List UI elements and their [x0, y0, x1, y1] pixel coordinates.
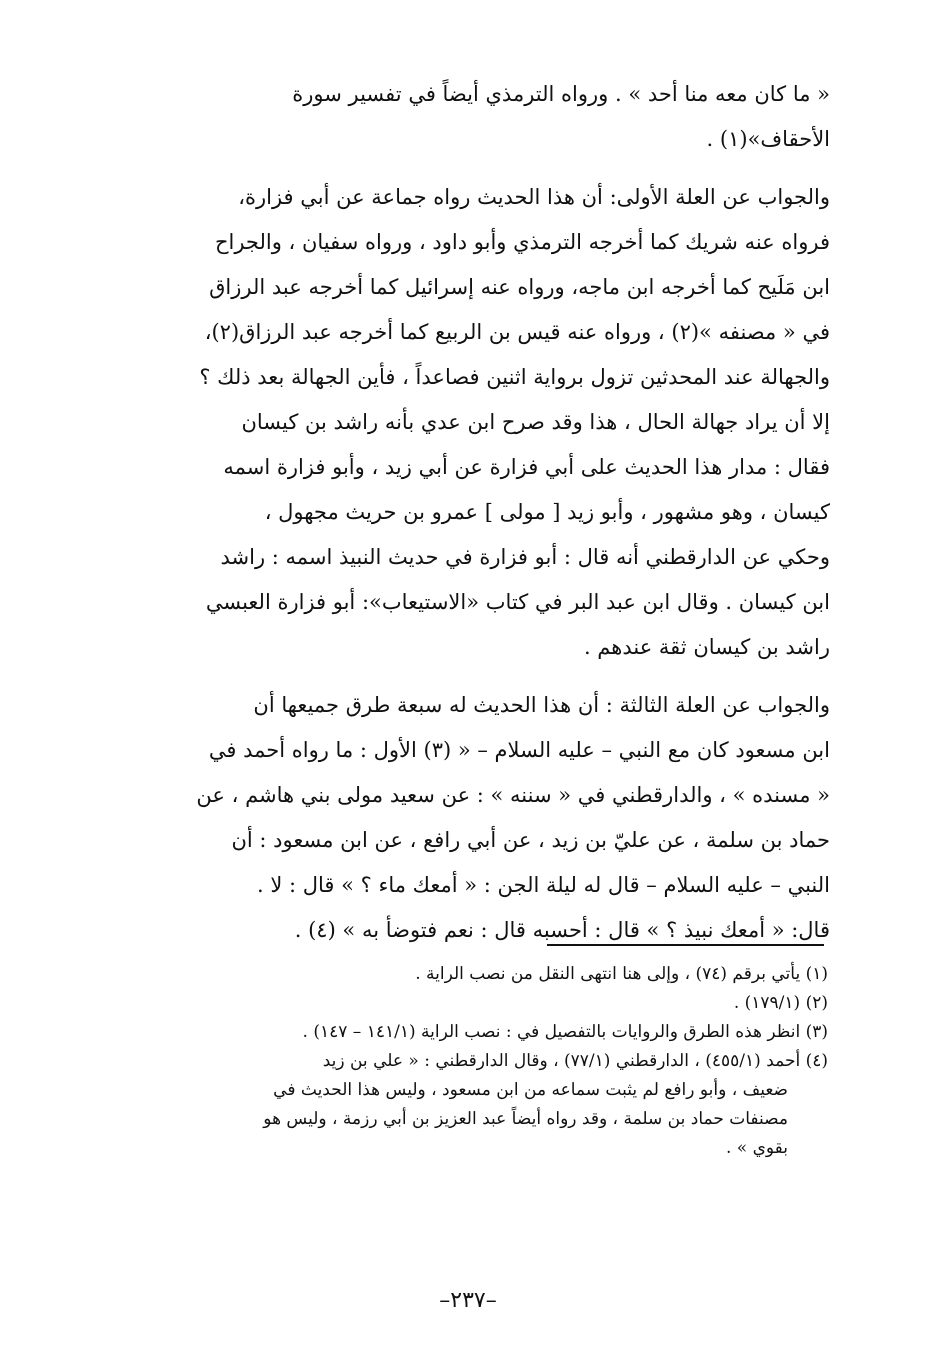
footnote-1 — [150, 960, 828, 989]
footnote-line: بقوي » . — [725, 1138, 788, 1158]
paragraph-1 — [120, 72, 830, 162]
footnote-2 — [150, 989, 828, 1018]
text-line: والجواب عن العلة الثالثة : أن هذا الحديث له سبعة طرق جميعها أن — [253, 693, 830, 717]
text-line: والجهالة عند المحدثين تزول برواية اثنين فصاعداً ، فأين الجهالة بعد ذلك ؟ — [199, 365, 830, 389]
text-line: ابن مَلَيح كما أخرجه ابن ماجه، ورواه عنه إسرائيل كما أخرجه عبد الرزاق — [209, 275, 830, 299]
text-line: فقال : مدار هذا الحديث على أبي فزارة عن أبي زيد ، وأبو فزارة اسمه — [223, 455, 830, 479]
footnote-line: مصنفات حماد بن سلمة ، وقد رواه أيضاً عبد العزيز بن أبي رزمة ، وليس هو — [263, 1109, 788, 1129]
text-line: « مسنده » ، والدارقطني في « سننه » : عن سعيد مولى بني هاشم ، عن — [196, 783, 830, 807]
text-line: ابن مسعود كان مع النبي – عليه السلام – « (٣) الأول : ما رواه أحمد في — [208, 738, 830, 762]
text-line: والجواب عن العلة الأولى: أن هذا الحديث رواه جماعة عن أبي فزارة، — [238, 185, 830, 209]
footnote-line: (٣) انظر هذه الطرق والروايات بالتفصيل في : نصب الراية (١٤١/١ – ١٤٧) . — [302, 1022, 828, 1042]
text-line: إلا أن يراد جهالة الحال ، هذا وقد صرح ابن عدي بأنه راشد بن كيسان — [241, 410, 830, 434]
text-line: في « مصنفه »(٢) ، ورواه عنه قيس بن الربيع كما أخرجه عبد الرزاق(٢)، — [204, 320, 830, 344]
footnote-4 — [150, 1047, 828, 1163]
text-line: ابن كيسان . وقال ابن عبد البر في كتاب «الاستيعاب»: أبو فزارة العبسي — [205, 590, 830, 614]
text-line: الأحقاف»(١) . — [706, 127, 830, 151]
footnote-line: (٤) أحمد (٤٥٥/١) ، الدارقطني (٧٧/١) ، وقال الدارقطني : « علي بن زيد — [322, 1051, 828, 1071]
text-line: كيسان ، وهو مشهور ، وأبو زيد [ مولى ] عمرو بن حريث مجهول ، — [264, 500, 830, 524]
footnote-line: ضعيف ، وأبو رافع لم يثبت سماعه من ابن مسعود ، وليس هذا الحديث في — [273, 1080, 788, 1100]
text-line: النبي – عليه السلام – قال له ليلة الجن : « أمعك ماء ؟ » قال : لا . — [257, 873, 830, 897]
paragraph-3 — [120, 683, 830, 953]
text-line: حماد بن سلمة ، عن عليّ بن زيد ، عن أبي رافع ، عن ابن مسعود : أن — [231, 828, 830, 852]
footnote-line: (١) يأتي برقم (٧٤) ، وإلى هنا انتهى النقل من نصب الراية . — [415, 964, 828, 984]
text-line: « ما كان معه منا أحد » . ورواه الترمذي أيضاً في تفسير سورة — [292, 82, 830, 106]
text-line: وحكي عن الدارقطني أنه قال : أبو فزارة في حديث النبيذ اسمه : راشد — [220, 545, 830, 569]
paragraph-2 — [120, 175, 830, 670]
text-line: قال: « أمعك نبيذ ؟ » قال : أحسبه قال : نعم فتوضأ به » (٤) . — [294, 918, 830, 942]
text-line: فرواه عنه شريك كما أخرجه الترمذي وأبو داود ، ورواه سفيان ، والجراح — [214, 230, 830, 254]
main-text — [120, 72, 830, 953]
footnotes — [150, 960, 828, 1163]
footnote-divider — [547, 944, 824, 946]
page-number: –٢٣٧– — [439, 1288, 497, 1313]
text-line: راشد بن كيسان ثقة عندهم . — [583, 635, 830, 659]
footnote-line: (٢) (١٧٩/١) . — [733, 993, 828, 1013]
footnote-3 — [150, 1018, 828, 1047]
